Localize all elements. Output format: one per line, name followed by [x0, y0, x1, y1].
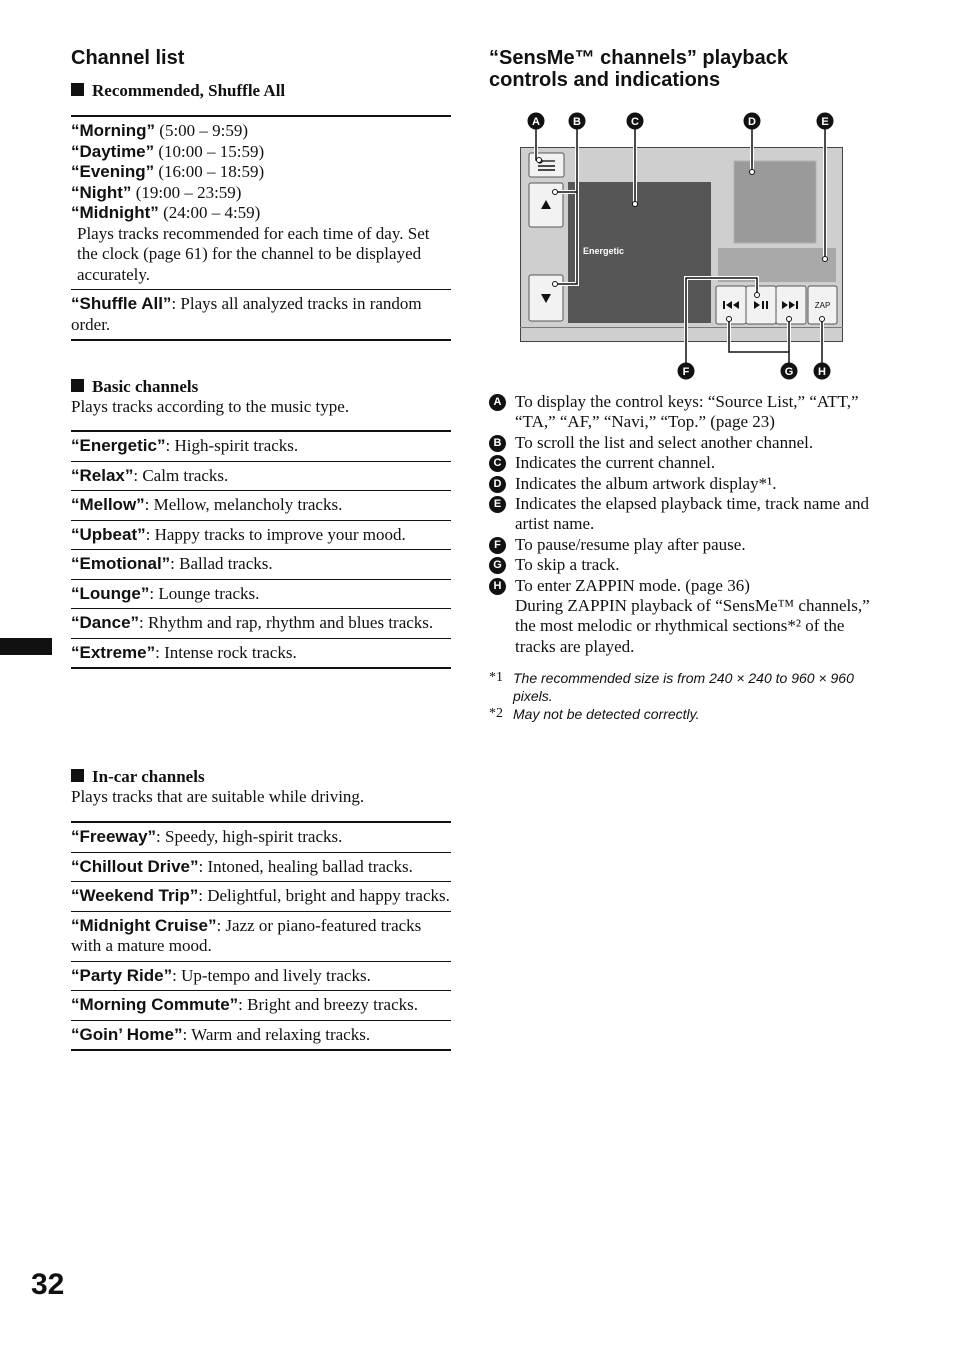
basic-intro: Plays tracks according to the music type. — [71, 397, 350, 416]
sensme-heading: “SensMe™ channels” playback controls and indications — [489, 47, 789, 91]
footnote-text: The recommended size is from 240 × 240 to 960 × 960 pixels. — [513, 670, 854, 704]
footnote-mark: *2 — [489, 706, 503, 721]
list-item: “Daytime” (10:00 – 15:59) — [71, 141, 265, 161]
play-pause-button[interactable] — [746, 286, 776, 324]
callout-a — [528, 113, 545, 130]
channel-description: : Bright and breezy tracks. — [238, 995, 419, 1014]
callout-badge: E — [489, 496, 506, 513]
list-item: “Midnight” (24:00 – 4:59) — [71, 203, 261, 222]
table-row — [71, 490, 451, 520]
callout-c — [627, 113, 644, 130]
list-item: “Evening” (16:00 – 18:59) — [71, 162, 265, 181]
channel-description: : Delightful, bright and happy tracks. — [198, 886, 450, 905]
square-bullet-icon — [71, 379, 84, 392]
album-artwork-area — [734, 161, 816, 243]
shuffle-row: “Shuffle All”: Plays all analyzed tracks in random order. — [71, 289, 451, 339]
list-item — [489, 453, 879, 473]
square-bullet-icon — [71, 769, 84, 782]
zappin-note: During ZAPPIN playback of “SensMe™ channels,” the most melodic or rhythmical sections*² of the tracks are played. — [515, 596, 870, 656]
channel-description: : Happy tracks to improve your mood. — [145, 524, 406, 544]
list-item — [489, 576, 879, 658]
callout-badge: H — [489, 578, 506, 595]
table-row — [71, 911, 451, 961]
item-text: To scroll the list and select another channel. — [515, 432, 814, 452]
channel-name: “Emotional” — [71, 554, 171, 573]
footnote-mark: *1 — [489, 670, 503, 685]
item-text: Indicates the album artwork display*¹. — [515, 473, 777, 493]
svg-text:B: B — [573, 116, 581, 128]
callout-badge: G — [489, 557, 506, 574]
list-item: “Morning” (5:00 – 9:59) — [71, 121, 249, 140]
callout-d — [744, 113, 761, 130]
time-channels-note: Plays tracks recommended for each time of day. Set the clock (page 61) for the channel to be displayed accurately. — [77, 223, 430, 284]
indications-list — [489, 392, 879, 657]
svg-text:D: D — [748, 116, 756, 128]
channel-description: : Warm and relaxing tracks. — [182, 1024, 371, 1044]
svg-text:C: C — [631, 116, 639, 128]
channel-name: “Dance” — [71, 613, 140, 632]
incar-channels-table — [71, 821, 451, 1051]
table-row — [71, 1020, 451, 1050]
item-text: Indicates the current channel. — [515, 453, 716, 473]
page-number: 32 — [31, 1268, 65, 1301]
item-text: To display the control keys: “Source List,” “ATT,” “TA,” “AF,” “Navi,” “Top.” (page 23) — [515, 392, 859, 432]
list-item — [489, 535, 879, 555]
channel-name: “Chillout Drive” — [71, 856, 199, 876]
channel-list-heading: Channel list — [71, 47, 185, 69]
zap-label: ZAP — [814, 301, 831, 310]
basic-channels-table — [71, 430, 451, 669]
list-item — [489, 474, 879, 494]
table-row — [71, 608, 451, 638]
channel-name: “Lounge” — [71, 583, 150, 603]
channel-name: “Relax” — [71, 465, 134, 485]
channel-name: “Mellow” — [71, 495, 145, 514]
table-row — [71, 520, 451, 550]
callout-b — [569, 113, 586, 130]
channel-name: “Freeway” — [71, 827, 157, 846]
footnote-text: May not be detected correctly. — [513, 706, 700, 722]
channel-description: : Up-tempo and lively tracks. — [172, 965, 371, 985]
table-row — [71, 638, 451, 668]
channel-description: : Speedy, high-spirit tracks. — [156, 827, 343, 846]
incar-intro: Plays tracks that are suitable while driving. — [71, 787, 365, 806]
channel-name: “Midnight Cruise” — [71, 915, 217, 935]
svg-text:H: H — [818, 366, 826, 378]
list-item — [489, 494, 879, 535]
channel-name: “Extreme” — [71, 642, 156, 662]
channel-description: : Jazz or piano-featured tracks with a mature mood. — [71, 915, 422, 955]
table-row — [71, 881, 451, 911]
callout-badge: F — [489, 537, 506, 554]
table-row — [71, 432, 451, 461]
channel-name: “Goin’ Home” — [71, 1024, 183, 1044]
basic-subheading: Basic channels — [92, 377, 199, 396]
footnotes — [489, 669, 879, 723]
list-item: “Night” (19:00 – 23:59) — [71, 182, 242, 202]
channel-name: “Energetic” — [71, 436, 166, 455]
channel-name: “Morning Commute” — [71, 995, 239, 1014]
channel-description: : Ballad tracks. — [170, 554, 273, 573]
channel-name: “Party Ride” — [71, 965, 173, 985]
scroll-down-button[interactable] — [529, 275, 563, 321]
channel-name: “Upbeat” — [71, 524, 146, 544]
list-item — [489, 433, 879, 453]
list-item — [489, 392, 879, 433]
callout-f — [678, 363, 695, 380]
svg-text:G: G — [784, 366, 794, 378]
time-channels-row — [71, 117, 451, 289]
side-tab-marker — [0, 638, 52, 655]
list-item — [489, 555, 879, 575]
callout-badge: A — [489, 394, 506, 411]
channel-description: : Rhythm and rap, rhythm and blues tracks. — [139, 613, 434, 632]
table-row — [71, 579, 451, 609]
channel-description: : Calm tracks. — [133, 465, 229, 485]
table-row — [71, 549, 451, 579]
item-text: To skip a track. — [515, 555, 620, 575]
svg-text:F: F — [682, 366, 690, 378]
channel-description: : Intense rock tracks. — [155, 642, 297, 662]
table-row — [71, 990, 451, 1020]
channel-name: “Weekend Trip” — [71, 886, 199, 905]
callout-badge: D — [489, 476, 506, 493]
channel-description: : Lounge tracks. — [149, 583, 260, 603]
footnote — [489, 669, 879, 705]
svg-text:E: E — [821, 116, 829, 128]
item-text: To enter ZAPPIN mode. (page 36) — [515, 575, 750, 595]
callout-badge: B — [489, 435, 506, 452]
channel-description: : High-spirit tracks. — [165, 436, 299, 455]
table-row — [71, 961, 451, 991]
screen-channel-label: Energetic — [583, 246, 625, 256]
incar-channels-section — [71, 767, 451, 807]
callout-h — [814, 363, 831, 380]
basic-channels-section — [71, 377, 451, 417]
recommended-subheading: Recommended, Shuffle All — [71, 81, 451, 101]
recommended-table — [71, 115, 451, 341]
callout-badge: C — [489, 455, 506, 472]
table-row — [71, 461, 451, 491]
callout-g — [781, 363, 798, 380]
item-text: To pause/resume play after pause. — [515, 534, 746, 554]
playback-screen-diagram — [500, 108, 850, 383]
svg-text:A: A — [532, 116, 540, 128]
table-row — [71, 823, 451, 852]
item-text: Indicates the elapsed playback time, track name and artist name. — [515, 494, 870, 534]
footnote — [489, 705, 879, 723]
square-bullet-icon — [71, 83, 84, 96]
callout-e — [817, 113, 834, 130]
table-row — [71, 852, 451, 882]
scroll-up-button[interactable] — [529, 183, 563, 227]
channel-description: : Intoned, healing ballad tracks. — [198, 856, 413, 876]
incar-subheading: In-car channels — [92, 767, 205, 786]
channel-description: : Mellow, melancholy tracks. — [144, 495, 343, 514]
